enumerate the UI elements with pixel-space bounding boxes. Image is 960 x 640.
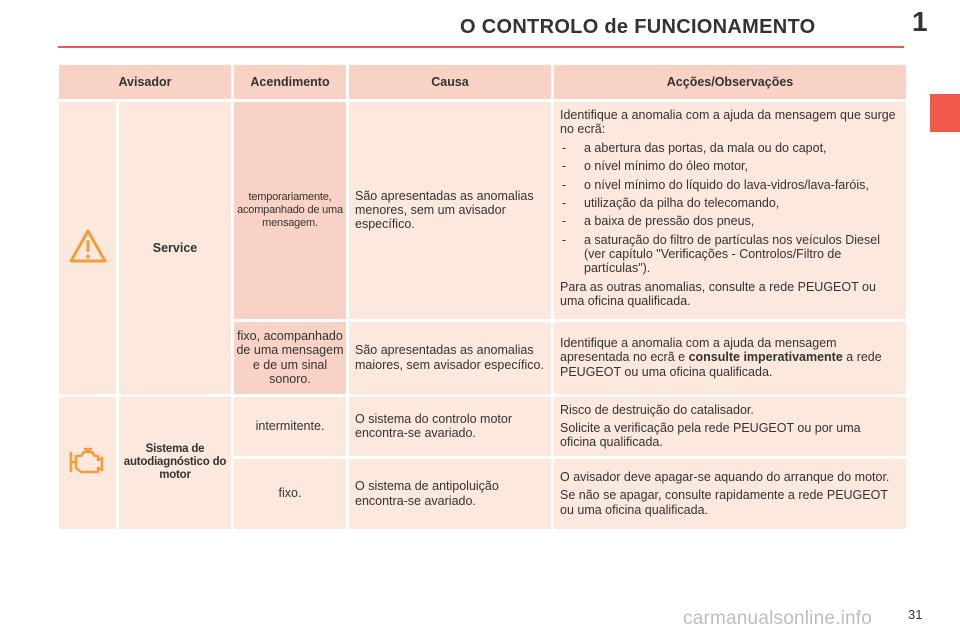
observation-text: Risco de destruição do catalisador. bbox=[560, 402, 754, 417]
engine-check-icon bbox=[67, 445, 109, 477]
list-item: - a baixa de pressão dos pneus, bbox=[562, 214, 755, 229]
warning-triangle-icon bbox=[68, 228, 108, 264]
cause-text: São apresentadas as anomalias menores, sem um avisador específico. bbox=[349, 102, 551, 319]
col-header-acendimento: Acendimento bbox=[234, 65, 346, 99]
page-title: O CONTROLO de FUNCIONAMENTO bbox=[460, 16, 816, 38]
list-item: - a saturação do filtro de partículas nos veículos Diesel (ver capítulo "Verificações - Controlos/Filtro de partículas"). bbox=[562, 232, 880, 276]
observation-list bbox=[560, 141, 900, 276]
cause-text: O sistema de antipoluição encontra-se avariado. bbox=[349, 459, 551, 529]
observations-cell bbox=[554, 102, 906, 319]
cause-text: São apresentadas as anomalias maiores, sem avisador específico. bbox=[349, 322, 551, 394]
observation-text: Se não se apagar, consulte rapidamente a rede PEUGEOT ou uma oficina qualificada. bbox=[560, 488, 888, 517]
observations-cell bbox=[554, 397, 906, 456]
warning-lights-table bbox=[56, 62, 909, 532]
list-item: - a abertura das portas, da mala ou do capot, bbox=[562, 140, 827, 155]
observation-text: a rede PEUGEOT ou uma oficina qualificada. bbox=[560, 350, 882, 379]
col-header-causa: Causa bbox=[349, 65, 551, 99]
page-number: 31 bbox=[908, 607, 923, 622]
light-state-text: temporariamente, acompanhado de uma mensagem. bbox=[234, 102, 346, 319]
col-header-accoes: Acções/Observações bbox=[554, 65, 906, 99]
light-state-text: fixo, acompanhado de uma mensagem e de um sinal sonoro. bbox=[234, 322, 346, 394]
col-header-avisador: Avisador bbox=[59, 65, 231, 99]
observation-text: O avisador deve apagar-se aquando do arranque do motor. bbox=[560, 470, 890, 485]
list-item: - utilização da pilha do telecomando, bbox=[562, 195, 780, 210]
observation-text: Solicite a verificação pela rede PEUGEOT ou por uma oficina qualificada. bbox=[560, 420, 861, 450]
chapter-side-tab bbox=[930, 94, 960, 132]
light-state-text: fixo. bbox=[234, 459, 346, 529]
observations-cell bbox=[554, 322, 906, 394]
service-name: Service bbox=[119, 102, 231, 394]
list-item: - o nível mínimo do óleo motor, bbox=[562, 159, 748, 174]
observation-emphasis: consulte imperativamente bbox=[688, 350, 843, 365]
table-row bbox=[59, 397, 906, 456]
engine-icon-cell bbox=[59, 397, 116, 529]
engine-system-name: Sistema de autodiagnóstico do motor bbox=[119, 397, 231, 529]
table-row bbox=[59, 102, 906, 319]
list-item: - o nível mínimo do líquido do lava-vidros/lava-faróis, bbox=[562, 177, 869, 192]
chapter-number: 1 bbox=[912, 6, 928, 37]
light-state-text: intermitente. bbox=[234, 397, 346, 456]
observation-text: Identifique a anomalia com a ajuda da mensagem apresentada no ecrã e bbox=[560, 335, 837, 365]
watermark: carmanualsonline.info bbox=[683, 608, 873, 629]
observation-outro: Para as outras anomalias, consulte a rede PEUGEOT ou uma oficina qualificada. bbox=[560, 279, 876, 309]
cause-text: O sistema do controlo motor encontra-se avariado. bbox=[349, 397, 551, 456]
table-header-row bbox=[59, 65, 906, 99]
header-rule bbox=[58, 46, 904, 48]
service-icon-cell bbox=[59, 102, 116, 394]
observations-cell bbox=[554, 459, 906, 529]
observation-intro: Identifique a anomalia com a ajuda da mensagem que surge no ecrã: bbox=[560, 108, 896, 137]
